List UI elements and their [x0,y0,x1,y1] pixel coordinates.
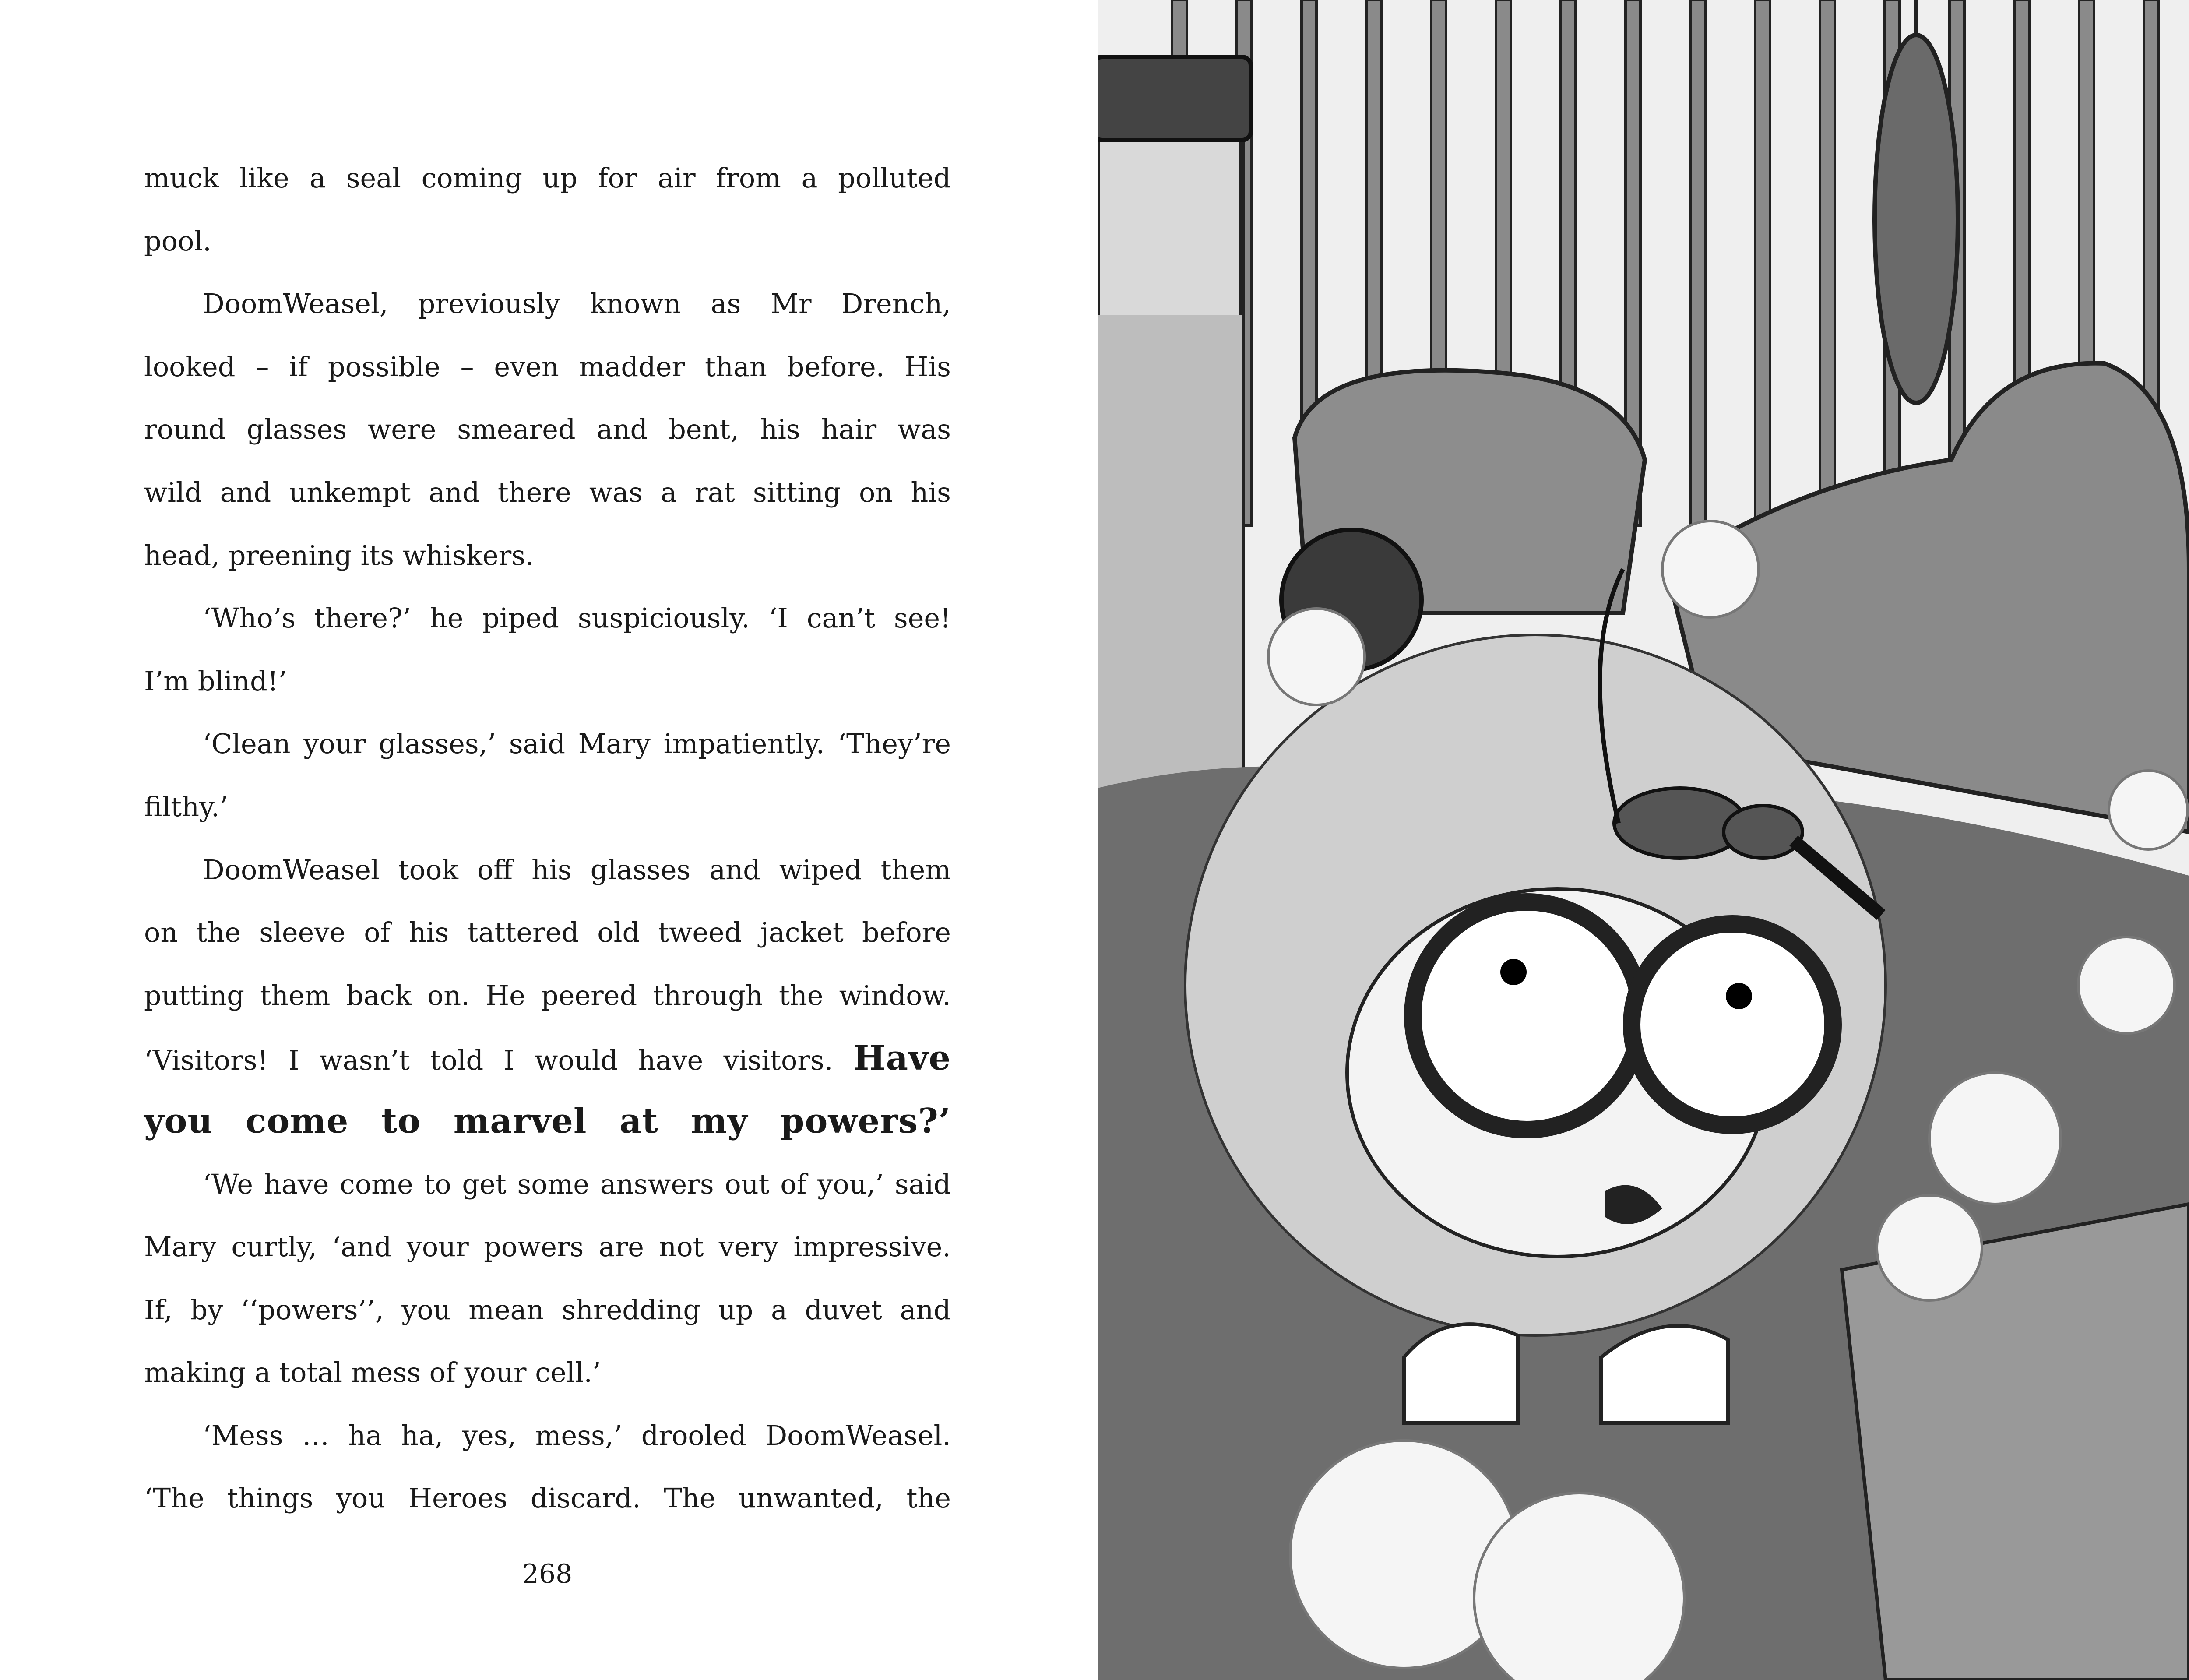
text-line [144,838,951,902]
bold-text: you come to marvel at my powers?’ [144,1101,951,1141]
text-segment: Mary curtly, ‘and your powers are not very impressive. [144,1231,951,1263]
water-jar [1098,57,1251,810]
text-line [144,398,951,461]
text-line [144,335,951,398]
text-line [144,147,951,210]
cage-bar [1755,0,1770,525]
text-segment: ‘Clean your glasses,’ said Mary impatiently. ‘They’re [203,728,951,760]
text-segment: pool. [144,225,211,257]
text-segment: on the sleeve of his tattered old tweed jacket before [144,916,951,949]
text-line [144,461,951,524]
text-line [144,1215,951,1278]
text-segment: putting them back on. He peered through the window. [144,979,951,1011]
text-line [144,650,951,713]
text-segment: ‘The things you Heroes discard. The unwanted, the [144,1482,951,1514]
text-segment: making a total mess of your cell.’ [144,1356,601,1389]
text-line [144,210,951,273]
text-segment: ‘We have come to get some answers out of you,’ said [203,1168,951,1200]
text-segment: DoomWeasel took off his glasses and wiped them [203,853,951,886]
text-line [144,272,951,335]
text-segment: round glasses were smeared and bent, his hair was [144,413,951,446]
text-segment: If, by ‘‘powers’’, you mean shredding up a duvet and [144,1293,951,1326]
text-line [144,901,951,964]
text-segment: ‘Visitors! I wasn’t told I would have visitors. [144,1044,853,1077]
text-line [144,712,951,775]
text-line [144,587,951,650]
cage-bar [1820,0,1835,525]
text-line [144,1278,951,1342]
text-segment: I’m blind!’ [144,665,287,697]
body-text [144,147,951,1530]
text-line [144,1404,951,1467]
text-segment: head, preening its whiskers. [144,539,534,571]
text-line [144,1090,951,1153]
text-segment: DoomWeasel, previously known as Mr Drench, [203,288,951,320]
text-line [144,1027,951,1090]
text-line [144,1341,951,1404]
text-line [144,964,951,1027]
text-line [144,1153,951,1216]
text-segment: ‘Mess … ha ha, yes, mess,’ drooled DoomWeasel. [203,1419,951,1451]
illustration-doomweasel-in-cell [1098,0,2189,1680]
text-segment: filthy.’ [144,790,229,823]
cage-bar [1690,0,1705,525]
bold-text: Have [853,1038,951,1078]
text-segment: muck like a seal coming up for air from a polluted [144,162,951,194]
text-line [144,524,951,587]
text-line [144,1467,951,1530]
text-line [144,775,951,838]
text-segment: wild and unkempt and there was a rat sitting on his [144,476,951,508]
illustration-art [1098,0,2189,1680]
text-segment: ‘Who’s there?’ he piped suspiciously. ‘I can’t see! [203,602,951,634]
text-segment: looked – if possible – even madder than before. His [144,350,951,383]
page-number: 268 [522,1559,573,1589]
